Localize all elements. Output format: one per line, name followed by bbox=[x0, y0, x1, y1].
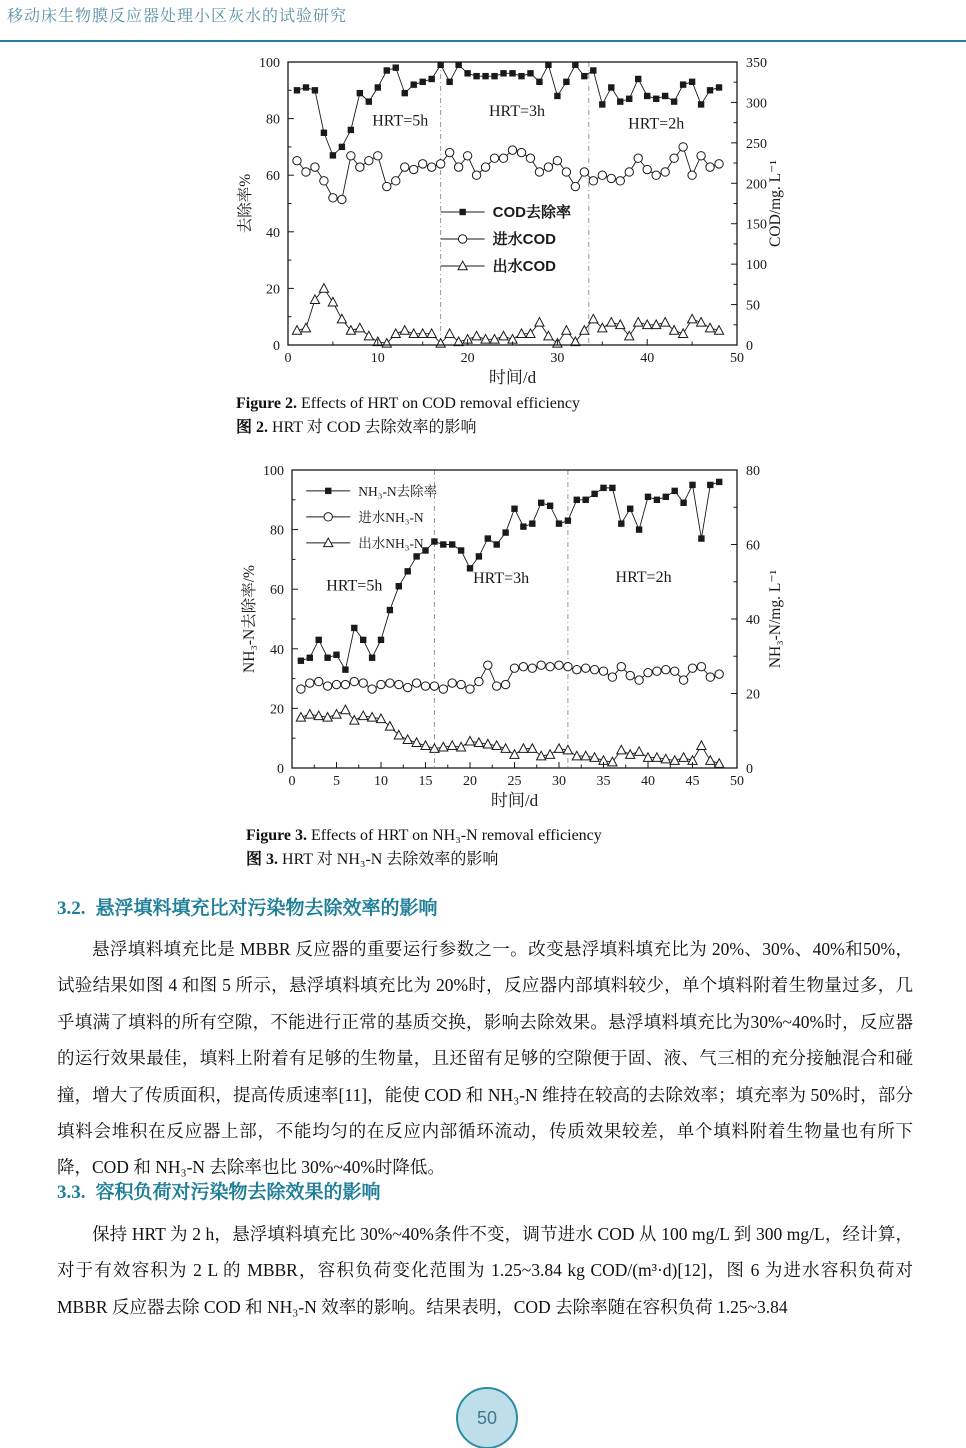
svg-text:20: 20 bbox=[463, 774, 477, 789]
svg-text:40: 40 bbox=[270, 642, 284, 658]
figure3-caption bbox=[246, 824, 602, 872]
svg-text:250: 250 bbox=[746, 136, 767, 152]
svg-text:100: 100 bbox=[746, 258, 767, 274]
figure2-caption-en-text: Effects of HRT on COD removal efficiency bbox=[297, 395, 580, 412]
svg-text:10: 10 bbox=[370, 351, 385, 366]
legend-item-COD去除率: COD去除率 bbox=[492, 203, 572, 221]
svg-text:50: 50 bbox=[746, 298, 760, 314]
svg-text:60: 60 bbox=[746, 538, 760, 554]
section-3-3-paragraph: 保持 HRT 为 2 h，悬浮填料填充比 30%~40%条件不变，调节进水 COD 从 100 mg/L 到 300 mg/L，经计算，对于有效容积为 2 L 的 MBBR，容积负荷变化范围为 1.25~3.84 kg COD/(m³·d)[12]，图 6 为进水容积负荷对 MBBR 反应器去除 COD 和 NH₃-N 效率的影响。结果表明，COD 去除率随在容积负荷 1.25~3.84 bbox=[57, 1224, 913, 1317]
svg-text:100: 100 bbox=[263, 464, 284, 479]
svg-text:30: 30 bbox=[550, 351, 565, 366]
svg-text:30: 30 bbox=[552, 774, 566, 789]
svg-text:15: 15 bbox=[418, 774, 433, 789]
legend-item-进水NH₃-N: 进水NH₃-N bbox=[358, 509, 424, 525]
section-3-3-heading bbox=[57, 1177, 381, 1204]
figure3-chart bbox=[230, 458, 790, 818]
y-left-axis-label: 去除率% bbox=[237, 173, 254, 234]
annotation-HRT=3h: HRT=3h bbox=[473, 570, 530, 588]
svg-text:40: 40 bbox=[266, 225, 280, 241]
legend-item-出水COD: 出水COD bbox=[492, 257, 557, 275]
annotation-HRT=2h: HRT=2h bbox=[628, 115, 685, 133]
svg-text:100: 100 bbox=[259, 56, 280, 71]
y-right-axis-label: COD/mg. L⁻¹ bbox=[767, 160, 784, 247]
svg-text:300: 300 bbox=[746, 96, 767, 112]
section-3-2-paragraph: 悬浮填料填充比是 MBBR 反应器的重要运行参数之一。改变悬浮填料填充比为 20%、30%、40%和50%，试验结果如图 4 和图 5 所示，悬浮填料填充比为 20%时，反应器内部填料较少，单个填料附着生物量过多，几乎填满了填料的所有空隙，不能进行正常的基质交换，影响去除效果。悬浮填料填充比为30%~40%时，反应器的运行效果最佳，填料上附着有足够的生物量，且还留有足够的空隙便于固、液、气三相的充分接触混合和碰撞，增大了传质面积，提高传质速率[11]，能使 COD 和 NH₃-N 维持在较高的去除效率；填充率为 50%时，部分填料会堆积在反应器上部，不能均匀的在反应内部循环流动，传质效果较差，单个填料附着生物量也有所下降，COD 和 NH₃-N 去除率也比 30%~40%时降低。 bbox=[57, 939, 913, 1178]
figure2-caption-zh-text: HRT 对 COD 去除效率的影响 bbox=[268, 419, 477, 436]
legend-item-进水COD: 进水COD bbox=[492, 230, 557, 248]
section-3-3-title: 容积负荷对污染物去除效果的影响 bbox=[95, 1182, 381, 1203]
page-number-badge bbox=[456, 1387, 518, 1448]
section-3-2-heading bbox=[57, 893, 438, 920]
figure2-caption-zh bbox=[236, 416, 580, 440]
svg-text:40: 40 bbox=[746, 613, 760, 628]
svg-text:60: 60 bbox=[270, 583, 284, 599]
x-axis-label: 时间/d bbox=[488, 368, 537, 387]
svg-text:40: 40 bbox=[641, 774, 655, 789]
annotation-HRT=5h: HRT=5h bbox=[326, 577, 383, 595]
series-出水COD bbox=[292, 284, 723, 348]
svg-text:0: 0 bbox=[277, 762, 284, 777]
figure2-caption-en-label: Figure 2. bbox=[236, 395, 298, 412]
svg-text:10: 10 bbox=[374, 774, 388, 789]
legend bbox=[441, 203, 571, 275]
svg-text:20: 20 bbox=[266, 282, 280, 298]
svg-text:150: 150 bbox=[746, 217, 767, 233]
figure2-chart bbox=[230, 50, 790, 395]
x-axis-label: 时间/d bbox=[490, 791, 539, 810]
annotation-HRT=2h: HRT=2h bbox=[615, 568, 672, 586]
annotation-HRT=3h: HRT=3h bbox=[488, 102, 546, 120]
page-number: 50 bbox=[476, 1407, 498, 1428]
svg-text:35: 35 bbox=[596, 774, 611, 789]
legend bbox=[306, 483, 437, 551]
svg-text:50: 50 bbox=[730, 774, 744, 789]
section-3-3-number: 3.3. bbox=[57, 1182, 86, 1203]
y-left-axis-label: NH₃-N去除率/% bbox=[241, 565, 258, 673]
svg-text:80: 80 bbox=[270, 523, 284, 539]
legend-item-NH₃-N去除率: NH₃-N去除率 bbox=[358, 483, 438, 499]
svg-text:0: 0 bbox=[284, 351, 292, 366]
svg-text:0: 0 bbox=[273, 339, 280, 354]
figure3-caption-en-label: Figure 3. bbox=[246, 827, 308, 844]
figure2-caption bbox=[236, 392, 580, 440]
svg-text:20: 20 bbox=[746, 687, 760, 703]
svg-text:20: 20 bbox=[460, 351, 475, 366]
figure3-caption-zh-text: HRT 对 NH₃-N 去除效率的影响 bbox=[278, 851, 499, 868]
legend-item-出水NH₃-N: 出水NH₃-N bbox=[358, 535, 424, 551]
svg-text:80: 80 bbox=[746, 464, 760, 479]
svg-text:25: 25 bbox=[507, 774, 522, 789]
svg-text:350: 350 bbox=[746, 56, 767, 71]
figure2-caption-zh-label: 图 2. bbox=[236, 419, 269, 436]
series-进水COD bbox=[293, 143, 723, 204]
svg-text:60: 60 bbox=[266, 169, 280, 185]
annotation-HRT=5h: HRT=5h bbox=[372, 112, 429, 130]
series-进水NH₃-N bbox=[297, 661, 724, 693]
header-rule bbox=[0, 40, 966, 42]
section-3-2-title: 悬浮填料填充比对污染物去除效率的影响 bbox=[95, 898, 438, 919]
figure2-caption-en bbox=[236, 392, 580, 416]
section-3-2-number: 3.2. bbox=[57, 898, 86, 919]
svg-text:0: 0 bbox=[288, 774, 296, 789]
figure3-caption-en bbox=[246, 824, 602, 848]
figure3-caption-en-text: Effects of HRT on NH₃-N removal efficiency bbox=[307, 827, 602, 844]
svg-text:50: 50 bbox=[730, 351, 744, 366]
phase-divider-lines bbox=[434, 470, 568, 768]
svg-text:80: 80 bbox=[266, 112, 280, 128]
svg-text:20: 20 bbox=[270, 702, 284, 718]
svg-text:0: 0 bbox=[746, 339, 753, 354]
svg-text:45: 45 bbox=[685, 774, 700, 789]
series-出水NH₃-N bbox=[296, 705, 724, 767]
svg-text:40: 40 bbox=[640, 351, 655, 366]
running-header-title: 移动床生物膜反应器处理小区灰水的试验研究 bbox=[7, 8, 348, 25]
figure3-caption-zh bbox=[246, 848, 602, 872]
y-right-axis-label: NH₃-N/mg. L⁻¹ bbox=[767, 569, 784, 669]
figure3-caption-zh-label: 图 3. bbox=[246, 851, 279, 868]
svg-text:5: 5 bbox=[333, 774, 340, 789]
svg-text:200: 200 bbox=[746, 177, 767, 193]
svg-text:0: 0 bbox=[746, 762, 753, 777]
